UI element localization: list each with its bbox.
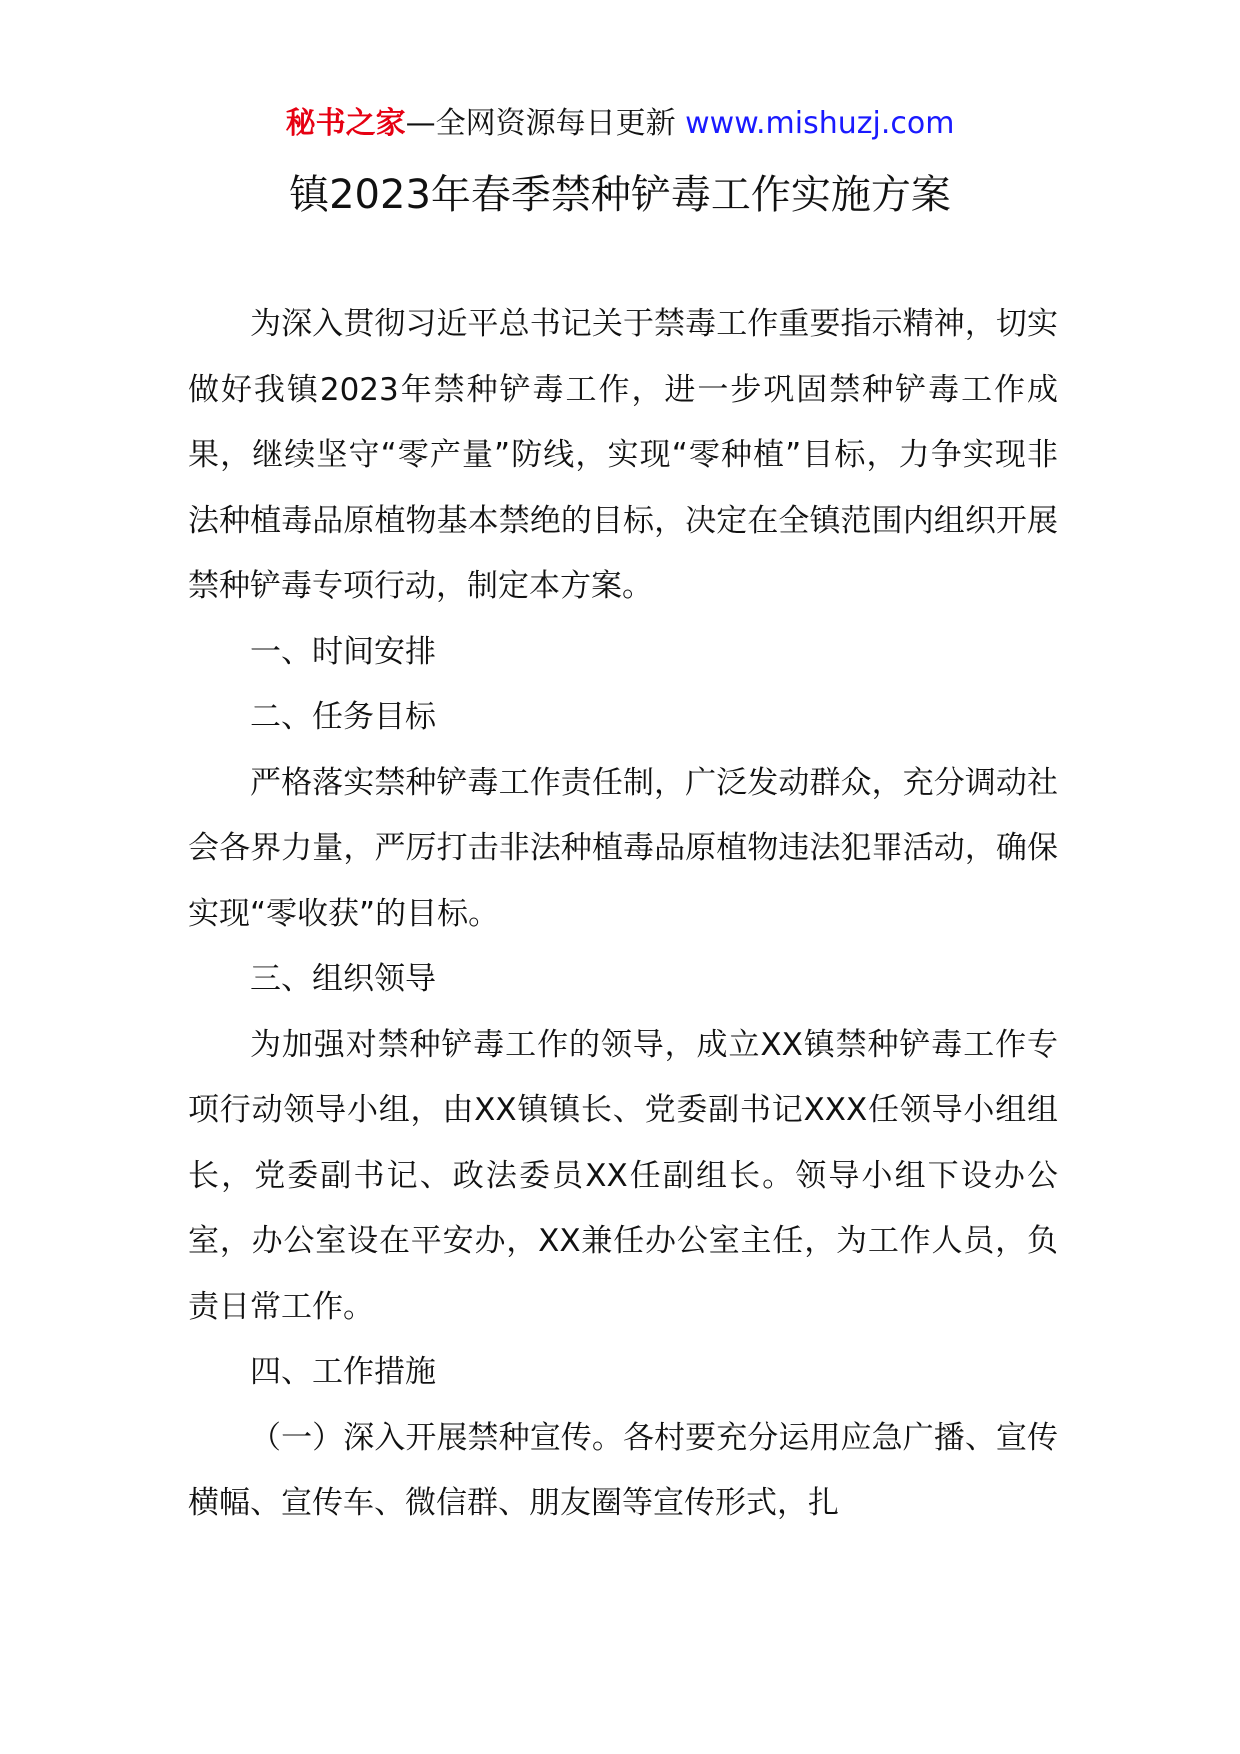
section-heading-leadership: 三、组织领导 bbox=[250, 961, 436, 997]
site-header bbox=[0, 100, 1240, 148]
section-heading-measures: 四、工作措施 bbox=[250, 1354, 436, 1390]
document-title: 镇2023年春季禁种铲毒工作实施方案 bbox=[289, 172, 951, 218]
measures-paragraph: （一）深入开展禁种宣传。各村要充分运用应急广播、宣传横幅、宣传车、微信群、朋友圈等宣传形式，扎 bbox=[188, 1419, 1058, 1521]
document-body bbox=[188, 292, 1058, 1537]
site-tagline: —全网资源每日更新 bbox=[405, 106, 686, 141]
site-url-link[interactable]: www.mishuzj.com bbox=[685, 106, 955, 141]
site-brand: 秘书之家 bbox=[285, 106, 406, 141]
goals-paragraph: 严格落实禁种铲毒工作责任制，广泛发动群众，充分调动社会各界力量，严厉打击非法种植毒品原植物违法犯罪活动，确保实现“零收获”的目标。 bbox=[188, 764, 1058, 932]
leadership-paragraph: 为加强对禁种铲毒工作的领导，成立XX镇禁种铲毒工作专项行动领导小组，由XX镇镇长、党委副书记XXX任领导小组组长，党委副书记、政法委员XX任副组长。领导小组下设办公室，办公室设在平安办，XX兼任办公室主任，为工作人员，负责日常工作。 bbox=[188, 1026, 1058, 1325]
section-heading-schedule: 一、时间安排 bbox=[250, 633, 436, 670]
intro-paragraph: 为深入贯彻习近平总书记关于禁毒工作重要指示精神，切实做好我镇2023年禁种铲毒工作，进一步巩固禁种铲毒工作成果，继续坚守“零产量”防线，实现“零种植”目标，力争实现非法种植毒品原植物基本禁绝的目标，决定在全镇范围内组织开展禁种铲毒专项行动，制定本方案。 bbox=[188, 306, 1058, 604]
section-heading-goals: 二、任务目标 bbox=[250, 699, 436, 735]
